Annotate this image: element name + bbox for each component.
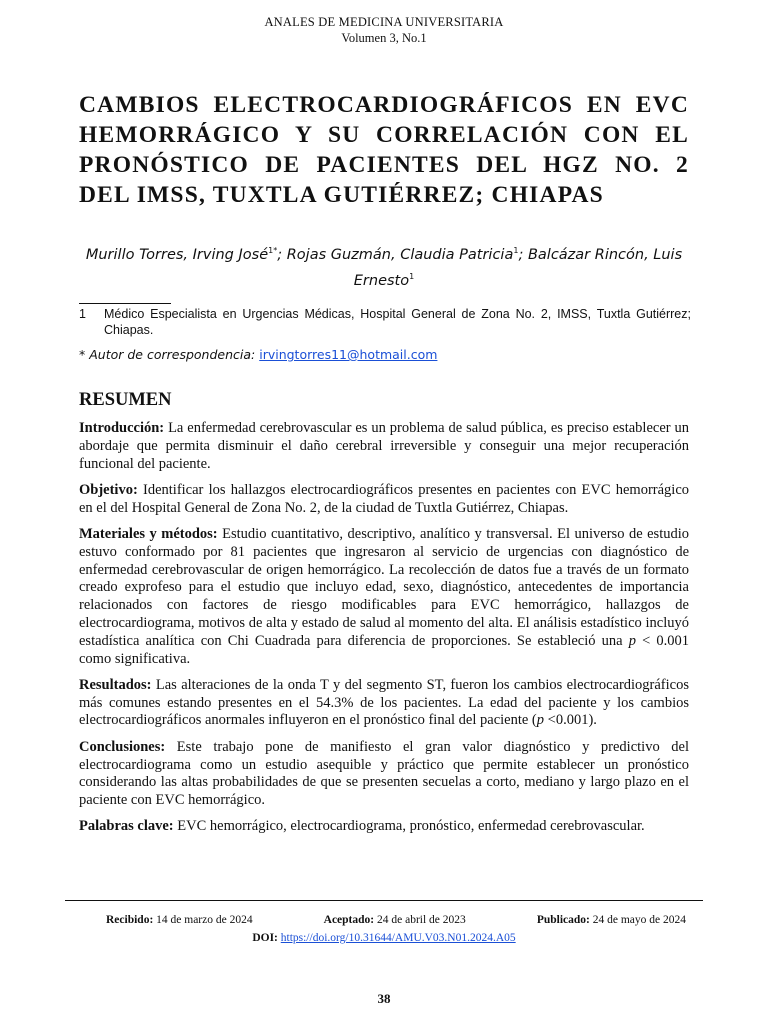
section-text: EVC hemorrágico, electrocardiograma, pronóstico, enfermedad cerebrovascular. bbox=[177, 818, 645, 835]
date-value: 24 de mayo de 2024 bbox=[592, 914, 686, 926]
date-label: Recibido: bbox=[106, 914, 154, 926]
section-label: Materiales y métodos: bbox=[79, 525, 218, 542]
section-label: Introducción: bbox=[79, 420, 165, 436]
doi-link[interactable]: https://doi.org/10.31644/AMU.V03.N01.2024.A05 bbox=[280, 932, 516, 944]
section-text: <0.001). bbox=[544, 712, 597, 729]
author-name: Balcázar Rincón, Luis Ernesto bbox=[353, 246, 683, 289]
section-label: Objetivo: bbox=[79, 481, 138, 498]
author-affiliation-marker: 1 bbox=[513, 246, 519, 255]
section-text: < 0.001 como significativa. bbox=[79, 632, 689, 667]
section-label: Resultados: bbox=[79, 676, 152, 693]
p-value-symbol: p bbox=[628, 632, 636, 649]
footnote-text: Médico Especialista en Urgencias Médicas, Hospital General de Zona No. 2, IMSS, Tuxtla Gutiérrez; Chiapas. bbox=[104, 307, 691, 337]
section-text: Estudio cuantitativo, descriptivo, analítico y transversal. El universo de estudio estuvo conformado por 81 pacientes que ingresaron al servicio de urgencias con diagnóstico de enfermedad cerebrovascular de origen hemorrágico. La recolección de datos fue a través de un formato creado exprofeso para el estudio que incluyo edad, sexo, diagnóstico, antecedentes de importancia relacionados con factores de riesgo modificables para EVC hemorrágico, hallazgos de electrocardiograma, motivos de alta y estado de salud al momento del alta. El análisis estadístico incluyó estadística analítica con Chi Cuadrada para diferencia de proporciones. Se estableció una bbox=[79, 525, 690, 649]
footnote-divider bbox=[79, 303, 171, 304]
abstract-methods bbox=[79, 526, 689, 668]
section-label: Conclusiones: bbox=[79, 738, 166, 755]
section-text: Las alteraciones de la onda T y del segmento ST, fueron los cambios electrocardiográficos más comunes estando presentes en el 54.3% de los pacientes. La edad del paciente y los cambios electrocardiográficos anormales influyeron en el pronóstico final del paciente ( bbox=[79, 676, 689, 729]
abstract-body bbox=[79, 420, 689, 845]
affiliation-footnote bbox=[79, 306, 691, 338]
abstract-heading: RESUMEN bbox=[79, 390, 172, 410]
section-label: Palabras clave: bbox=[79, 818, 174, 835]
abstract-introduction bbox=[79, 420, 689, 473]
doi-line bbox=[0, 932, 768, 944]
date-label: Publicado: bbox=[536, 914, 590, 926]
abstract-results bbox=[79, 677, 689, 730]
p-value-symbol: p bbox=[536, 712, 545, 729]
abstract-objective bbox=[79, 482, 689, 518]
correspondence-email-link[interactable]: irvingtorres11@hotmail.com bbox=[259, 347, 438, 362]
accepted-date bbox=[324, 913, 466, 927]
journal-name: ANALES DE MEDICINA UNIVERSITARIA bbox=[264, 15, 504, 29]
author-separator: ; bbox=[518, 246, 528, 263]
author-list bbox=[79, 240, 689, 292]
correspondence-line bbox=[79, 346, 691, 364]
section-text: Este trabajo pone de manifiesto el gran valor diagnóstico y predictivo del electrocardiograma como un estudio asequible y práctico que permite establecer un pronóstico considerando las altas probabilidades de que se presenten secuelas a corto, mediano y largo plazo en el paciente con EVC hemorrágico. bbox=[79, 738, 689, 809]
author-name: Rojas Guzmán, Claudia Patricia bbox=[286, 246, 514, 263]
author-affiliation-marker: 1 bbox=[409, 271, 415, 281]
abstract-conclusions bbox=[79, 739, 689, 810]
date-value: 14 de marzo de 2024 bbox=[156, 914, 253, 926]
footnote-number: 1 bbox=[79, 307, 86, 321]
page-number: 38 bbox=[377, 991, 391, 1006]
article-title: CAMBIOS ELECTROCARDIOGRÁFICOS EN EVC HEMORRÁGICO Y SU CORRELACIÓN CON EL PRONÓSTICO DE PACIENTES DEL HGZ NO. 2 DEL IMSS, TUXTLA GUTIÉRREZ; CHIAPAS bbox=[79, 92, 689, 208]
section-text: Identificar los hallazgos electrocardiográficos presentes en pacientes con EVC hemorrágico en el del Hospital General de Zona No. 2, de la ciudad de Tuxtla Gutiérrez, Chiapas. bbox=[79, 481, 690, 516]
author-separator: ; bbox=[277, 246, 287, 263]
correspondence-label: * Autor de correspondencia: bbox=[79, 347, 256, 362]
published-date bbox=[537, 913, 686, 927]
publication-dates bbox=[106, 913, 686, 927]
doi-label: DOI: bbox=[252, 932, 278, 944]
dates-divider bbox=[65, 900, 703, 901]
section-text: La enfermedad cerebrovascular es un problema de salud pública, es preciso establecer un abordaje que permita disminuir el daño cerebral irreversible y conseguir una mejor recuperación funcional del paciente. bbox=[79, 420, 690, 472]
date-value: 24 de abril de 2023 bbox=[376, 914, 466, 926]
received-date bbox=[106, 913, 253, 927]
author-affiliation-marker: 1* bbox=[268, 246, 278, 255]
date-label: Aceptado: bbox=[323, 914, 375, 926]
journal-header bbox=[0, 14, 768, 46]
author-name: Murillo Torres, Irving José bbox=[85, 246, 269, 263]
journal-volume: Volumen 3, No.1 bbox=[341, 31, 427, 45]
abstract-keywords bbox=[79, 818, 689, 836]
